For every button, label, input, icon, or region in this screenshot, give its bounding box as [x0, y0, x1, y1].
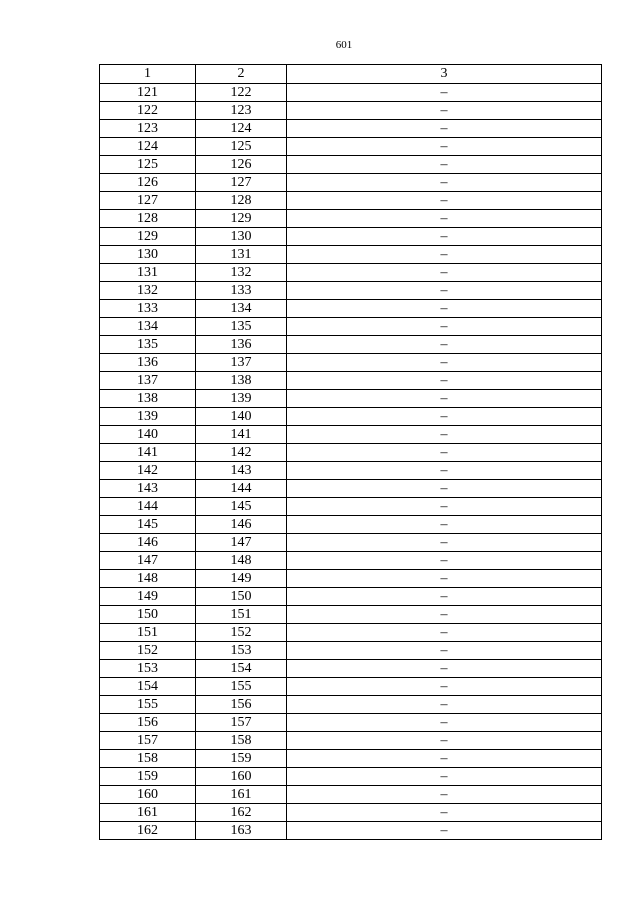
page-number: 601 [335, 39, 353, 51]
table-row [100, 534, 602, 552]
table-row [100, 696, 602, 714]
table-cell-col-2: 140 [196, 408, 287, 426]
table-cell-col-1: 143 [100, 480, 196, 498]
table-cell-col-1: 132 [100, 282, 196, 300]
table-row [100, 444, 602, 462]
table-cell-col-3: – [287, 282, 602, 300]
table-cell-col-1: 150 [100, 606, 196, 624]
table-cell-col-3: – [287, 750, 602, 768]
table-cell-col-3: – [287, 462, 602, 480]
table-cell-col-3: – [287, 768, 602, 786]
table-cell-col-1: 121 [100, 84, 196, 102]
table-cell-col-3: – [287, 516, 602, 534]
table-cell-col-2: 125 [196, 138, 287, 156]
table-row [100, 462, 602, 480]
table-cell-col-1: 157 [100, 732, 196, 750]
table-cell-col-2: 127 [196, 174, 287, 192]
table-cell-col-1: 161 [100, 804, 196, 822]
table-cell-col-1: 123 [100, 120, 196, 138]
table-row [100, 210, 602, 228]
table-cell-col-1: 137 [100, 372, 196, 390]
table-cell-col-1: 130 [100, 246, 196, 264]
table-row [100, 588, 602, 606]
table-cell-col-1: 153 [100, 660, 196, 678]
table-cell-col-3: – [287, 786, 602, 804]
table-cell-col-1: 126 [100, 174, 196, 192]
table-row [100, 408, 602, 426]
table-row [100, 660, 602, 678]
table-cell-col-3: – [287, 696, 602, 714]
table-cell-col-2: 123 [196, 102, 287, 120]
table-cell-col-2: 129 [196, 210, 287, 228]
table-cell-col-2: 141 [196, 426, 287, 444]
table-cell-col-2: 153 [196, 642, 287, 660]
table-cell-col-3: – [287, 246, 602, 264]
table-cell-col-1: 146 [100, 534, 196, 552]
table-cell-col-3: – [287, 372, 602, 390]
table-row [100, 246, 602, 264]
table-cell-col-1: 145 [100, 516, 196, 534]
table-cell-col-3: – [287, 156, 602, 174]
table-cell-col-1: 147 [100, 552, 196, 570]
table-cell-col-2: 146 [196, 516, 287, 534]
table-cell-col-2: 126 [196, 156, 287, 174]
table-cell-col-2: 155 [196, 678, 287, 696]
table-cell-col-1: 162 [100, 822, 196, 840]
table-cell-col-3: – [287, 714, 602, 732]
table-cell-col-3: – [287, 336, 602, 354]
column-header-2: 2 [196, 65, 287, 84]
table-row [100, 192, 602, 210]
table-cell-col-2: 156 [196, 696, 287, 714]
table-cell-col-3: – [287, 822, 602, 840]
table-cell-col-3: – [287, 138, 602, 156]
table-cell-col-3: – [287, 426, 602, 444]
table-cell-col-1: 151 [100, 624, 196, 642]
table-cell-col-2: 136 [196, 336, 287, 354]
table-cell-col-1: 149 [100, 588, 196, 606]
table-cell-col-3: – [287, 678, 602, 696]
table-cell-col-3: – [287, 390, 602, 408]
table-cell-col-2: 160 [196, 768, 287, 786]
table-cell-col-1: 144 [100, 498, 196, 516]
table-cell-col-2: 122 [196, 84, 287, 102]
table-cell-col-2: 144 [196, 480, 287, 498]
table-cell-col-1: 156 [100, 714, 196, 732]
table-row [100, 120, 602, 138]
table-row [100, 102, 602, 120]
table-cell-col-1: 152 [100, 642, 196, 660]
table-cell-col-2: 138 [196, 372, 287, 390]
table-cell-col-3: – [287, 480, 602, 498]
table-cell-col-3: – [287, 264, 602, 282]
table-cell-col-1: 134 [100, 318, 196, 336]
table-cell-col-3: – [287, 624, 602, 642]
column-header-3: 3 [287, 65, 602, 84]
table-cell-col-3: – [287, 192, 602, 210]
data-table [99, 64, 602, 840]
table-cell-col-3: – [287, 606, 602, 624]
table-cell-col-2: 131 [196, 246, 287, 264]
table-cell-col-1: 125 [100, 156, 196, 174]
table-cell-col-3: – [287, 732, 602, 750]
table-cell-col-3: – [287, 444, 602, 462]
table-cell-col-1: 160 [100, 786, 196, 804]
table-cell-col-2: 137 [196, 354, 287, 372]
table-cell-col-1: 122 [100, 102, 196, 120]
table-cell-col-1: 148 [100, 570, 196, 588]
table-cell-col-2: 154 [196, 660, 287, 678]
table-cell-col-3: – [287, 408, 602, 426]
table-cell-col-2: 128 [196, 192, 287, 210]
table-cell-col-1: 128 [100, 210, 196, 228]
table-cell-col-2: 145 [196, 498, 287, 516]
table-cell-col-3: – [287, 804, 602, 822]
table-row [100, 570, 602, 588]
table-row [100, 138, 602, 156]
table-cell-col-2: 130 [196, 228, 287, 246]
table-cell-col-1: 140 [100, 426, 196, 444]
table-row [100, 552, 602, 570]
table-cell-col-2: 162 [196, 804, 287, 822]
table-row [100, 732, 602, 750]
table-cell-col-1: 141 [100, 444, 196, 462]
table-cell-col-1: 129 [100, 228, 196, 246]
table-row [100, 786, 602, 804]
table-cell-col-3: – [287, 498, 602, 516]
table-row [100, 498, 602, 516]
table-cell-col-3: – [287, 642, 602, 660]
table-row [100, 678, 602, 696]
table-cell-col-3: – [287, 174, 602, 192]
table-cell-col-2: 161 [196, 786, 287, 804]
table-cell-col-2: 124 [196, 120, 287, 138]
column-header-1: 1 [100, 65, 196, 84]
table-row [100, 480, 602, 498]
table-cell-col-2: 150 [196, 588, 287, 606]
table-cell-col-2: 158 [196, 732, 287, 750]
table-cell-col-2: 134 [196, 300, 287, 318]
table-cell-col-3: – [287, 552, 602, 570]
table-row [100, 642, 602, 660]
table-cell-col-2: 142 [196, 444, 287, 462]
table-cell-col-3: – [287, 660, 602, 678]
table-row [100, 804, 602, 822]
table-cell-col-3: – [287, 318, 602, 336]
table-cell-col-3: – [287, 228, 602, 246]
table-row [100, 390, 602, 408]
table-cell-col-1: 138 [100, 390, 196, 408]
table-row [100, 228, 602, 246]
table-cell-col-2: 135 [196, 318, 287, 336]
table-cell-col-2: 139 [196, 390, 287, 408]
table-cell-col-1: 135 [100, 336, 196, 354]
table-cell-col-1: 133 [100, 300, 196, 318]
table-row [100, 84, 602, 102]
table-cell-col-1: 139 [100, 408, 196, 426]
table-cell-col-3: – [287, 84, 602, 102]
table-row [100, 822, 602, 840]
table-cell-col-2: 159 [196, 750, 287, 768]
table-cell-col-2: 157 [196, 714, 287, 732]
table-row [100, 372, 602, 390]
table-row [100, 174, 602, 192]
table-cell-col-3: – [287, 570, 602, 588]
table-cell-col-3: – [287, 354, 602, 372]
table-row [100, 606, 602, 624]
table-cell-col-2: 132 [196, 264, 287, 282]
table-cell-col-2: 133 [196, 282, 287, 300]
table-cell-col-1: 154 [100, 678, 196, 696]
table-row [100, 624, 602, 642]
table-cell-col-1: 142 [100, 462, 196, 480]
table-cell-col-2: 149 [196, 570, 287, 588]
table-row [100, 336, 602, 354]
table-body [100, 84, 602, 840]
table-row [100, 426, 602, 444]
table-row [100, 354, 602, 372]
table-header-row [100, 65, 602, 84]
table-cell-col-3: – [287, 102, 602, 120]
table-cell-col-2: 151 [196, 606, 287, 624]
table-cell-col-2: 152 [196, 624, 287, 642]
table-row [100, 768, 602, 786]
table-cell-col-3: – [287, 534, 602, 552]
table-row [100, 264, 602, 282]
table-cell-col-1: 124 [100, 138, 196, 156]
table-row [100, 750, 602, 768]
table-cell-col-3: – [287, 210, 602, 228]
table-cell-col-1: 131 [100, 264, 196, 282]
table-cell-col-1: 158 [100, 750, 196, 768]
table-row [100, 318, 602, 336]
table-row [100, 516, 602, 534]
table-cell-col-1: 136 [100, 354, 196, 372]
table-cell-col-2: 148 [196, 552, 287, 570]
table-cell-col-1: 159 [100, 768, 196, 786]
table-cell-col-3: – [287, 120, 602, 138]
table-row [100, 282, 602, 300]
table-cell-col-3: – [287, 588, 602, 606]
table-cell-col-2: 163 [196, 822, 287, 840]
table-cell-col-1: 155 [100, 696, 196, 714]
table-cell-col-2: 143 [196, 462, 287, 480]
table-cell-col-2: 147 [196, 534, 287, 552]
table-cell-col-1: 127 [100, 192, 196, 210]
table-row [100, 714, 602, 732]
table-row [100, 300, 602, 318]
table-cell-col-3: – [287, 300, 602, 318]
table-row [100, 156, 602, 174]
